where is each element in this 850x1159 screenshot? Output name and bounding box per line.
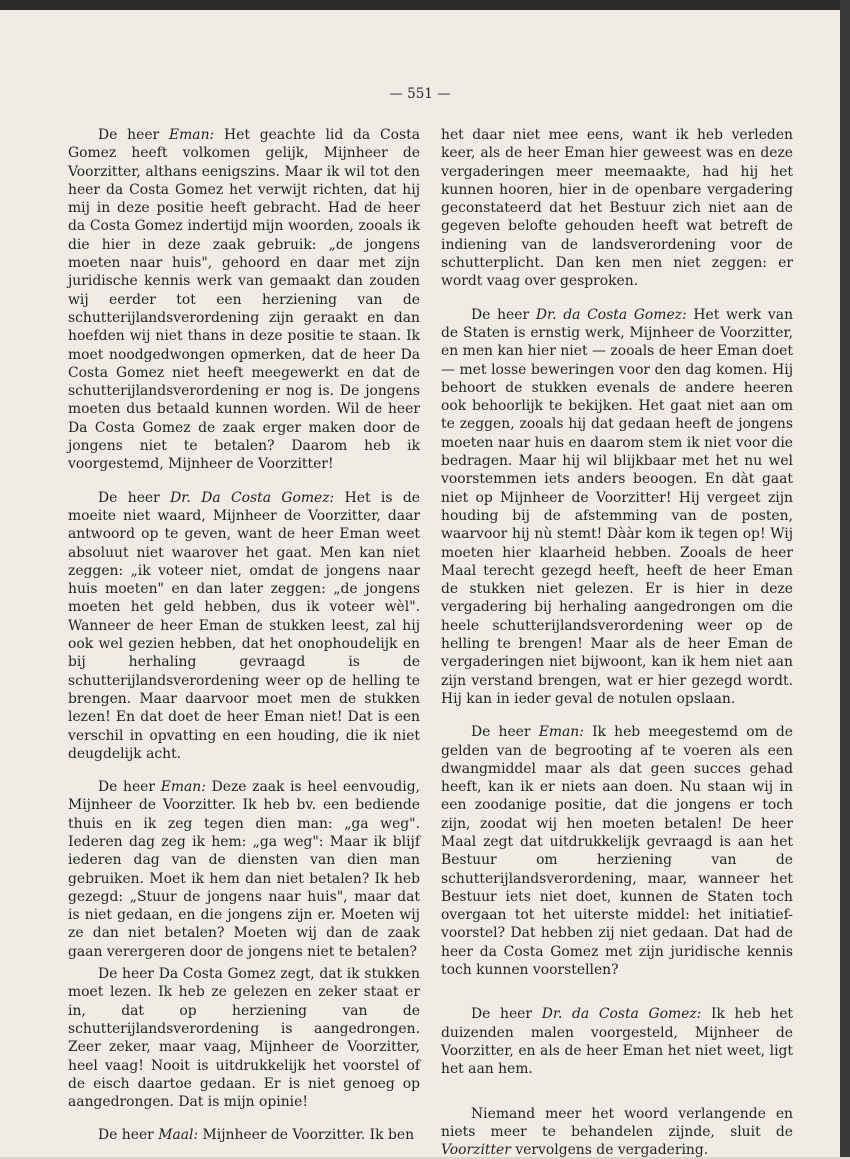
speaker-intro: De heer [98, 779, 161, 796]
paragraph [441, 1005, 793, 1078]
paragraph-text: Niemand meer het woord verlangende en niets meer te behandelen zijnde, sluit de [441, 1105, 793, 1140]
paragraph-text: Het is de moeite niet waard, Mijnheer de Voorzitter, daar antwoord op te geven, want de heer Eman weet absoluut niet waarover het gaat. Men kan niet zeggen: „ik voteer niet, omdat de jongens naar huis moeten" en dan later zeggen: „de jongens moeten het geld hebben, dus ik voteer wèl". Wanneer de heer Eman de stukken leest, zal hij ook wel gezien hebben, dat het onophoudelijk en bij herhaling gevraagd is de schutterijlandsverordening weer op de helling te brengen. Maar daarvoor moet men de stukken lezen! En dat doet de heer Eman niet! Dat is een verschil in opvatting en een houding, die ik niet deugdelijk acht. [68, 489, 420, 762]
speaker-intro: De heer [471, 724, 539, 741]
paragraph-text: Mijnheer de Voorzitter. Ik ben [198, 1127, 415, 1144]
paragraph-text: Het werk van de Staten is ernstig werk, Mijnheer de Voorzitter, en men kan hier niet — zooals de heer Eman doet — met losse beweringen voor den dag komen. Hij behoort de stukken evenals de andere heeren ook behoorlijk te bekijken. Het gaat niet aan om te zeggen, zooals hij dat gedaan heeft de jongens moeten naar huis en daarom stem ik niet voor die bedragen. Maar hij wil blijkbaar met het nu wel voorstemmen iets anders beoogen. En dàt gaat niet op Mijnheer de Voorzitter! Hij vergeet zijn houding bij de afstemming van de posten, waarvoor hij nù stemt! Dààr kom ik tegen op! Wij moeten hier klaarheid hebben. Zooals de heer Maal terecht gezegd heeft, heeft de heer Eman de stukken niet gelezen. Er is hier in deze vergadering bij herhaling aangedrongen om die heele schutterijlandsverordening weer op de helling te brengen! Maar als de heer Eman de vergaderingen niet bijwoont, kan ik hem niet aan zijn verstand brengen, wat er hier gezegd wordt. Hij kan in ieder geval de notulen opslaan. [441, 306, 794, 707]
paragraph [441, 1105, 793, 1159]
speaker-intro: De heer [98, 127, 169, 143]
paragraph [68, 489, 420, 763]
speaker-name: Dr. da Costa Gomez: [535, 306, 687, 323]
speaker-name: Eman: [168, 127, 215, 143]
speaker-intro: De heer [98, 1127, 159, 1144]
paragraph [68, 1126, 420, 1144]
chair-title: Voorzitter [441, 1142, 511, 1159]
page-edge [840, 0, 850, 1157]
paragraph-text: vervolgens de vergadering. [510, 1142, 709, 1159]
speaker-name: Eman: [538, 724, 584, 741]
paragraph [441, 306, 793, 709]
paragraph-text: Ik heb het duizenden malen voorgesteld, Mijnheer de Voorzitter, en als de heer Eman het niet weet, ligt het aan hem. [441, 1006, 794, 1078]
paragraph [68, 778, 420, 961]
paragraph: het daar niet mee eens, want ik heb verleden keer, als de heer Eman hier geweest was en deze vergaderingen meer meemaakte, had hij het kunnen hooren, hier in de openbare vergadering geconstateerd dat het Bestuur zich niet aan de gegeven belofte gehouden heeft wat betreft de indiening van de landsverordening voor de schutterplicht. Dan ken men niet zeggen: er wordt vaag over gesproken. [441, 127, 793, 290]
paragraph-text: Ik heb meegestemd om de gelden van de begrooting af te voeren als een dwangmiddel maar als dat geen succes gehad heeft, kan ik er niets aan doen. Nu staan wij in een zoodanige positie, dat die jongens er toch zijn, zoodat wij hen moeten betalen! De heer Maal zegt dat uitdrukkelijk gevraagd is aan het Bestuur om herziening van de schutterijlandsverordening, maar, wanneer het Bestuur iets niet doet, kunnen de Staten toch overgaan tot het uiterste middel: het initiatief-voorstel? Dat hebben zij niet gedaan. Dat had de heer da Costa Gomez met zijn juridische kennis toch kunnen voorstellen? [441, 724, 793, 979]
speaker-intro: De heer [471, 1006, 542, 1023]
speaker-name: Maal: [158, 1127, 199, 1144]
paragraph-text: Het geachte lid da Costa Gomez heeft volkomen gelijk, Mijnheer de Voorzitter, althans eenigszins. Maar ik wil tot den heer da Costa Gomez het verwijt richten, dat hij mij in deze positie heeft gebracht. Had de heer da Costa Gomez indertijd mijn woorden, zooals ik die hier in deze zaak gebruik: „de jongens moeten naar huis", gehoord en daar met zijn juridische kennis werk van gemaakt dan zouden wij eerder tot een herziening van de schutterijlandsverordening zijn geraakt en dan hoefden wij niet thans in deze positie te staan. Ik moet noodgedwongen opmerken, dat de heer Da Costa Gomez niet heeft meegewerkt en dat de schutterijlandsverordening er nog is. De jongens moeten dus betaald kunnen worden. Wil de heer Da Costa Gomez de zaak erger maken door de jongens niet te betalen? Daarom heb ik voorgestemd, Mijnheer de Voorzitter! [68, 127, 420, 473]
right-column [441, 126, 793, 1159]
speaker-intro: De heer [98, 489, 171, 506]
left-column [68, 126, 420, 1145]
page-number: — 551 — [389, 86, 451, 102]
paragraph [441, 723, 793, 979]
speaker-name: Dr. da Costa Gomez: [541, 1006, 702, 1023]
speaker-name: Eman: [160, 779, 206, 796]
paragraph-text: Deze zaak is heel eenvoudig, Mijnheer de Voorzitter. Ik heb bv. een bediende thuis en ik zeg tegen dien man: „ga weg". Iederen dag zeg ik hem: „ga weg": Maar ik blijf iederen dag van de diensten van dien man gebruiken. Moet ik hem dan niet betalen? Ik heb gezegd: „Stuur de jongens naar huis", maar dat is niet gedaan, en die jongens zijn er. Moeten wij ze dan niet betalen? Moeten wij dan de zaak gaan verergeren door de jongens niet te betalen? [68, 779, 421, 960]
speaker-name: Dr. Da Costa Gomez: [170, 489, 335, 506]
speaker-intro: De heer [471, 306, 536, 323]
paragraph: De heer Da Costa Gomez zegt, dat ik stukken moet lezen. Ik heb ze gelezen en zeker staat er in, dat op herziening van de schutterijlandsverordening is aangedrongen. Zeer zeker, maar vaag, Mijnheer de Voorzitter, heel vaag! Nooit is uitdrukkelijk het voorstel of de eisch daartoe gedaan. Er is niet genoeg op aangedrongen. Dat is mijn opinie! [68, 966, 420, 1111]
paragraph [68, 126, 420, 474]
